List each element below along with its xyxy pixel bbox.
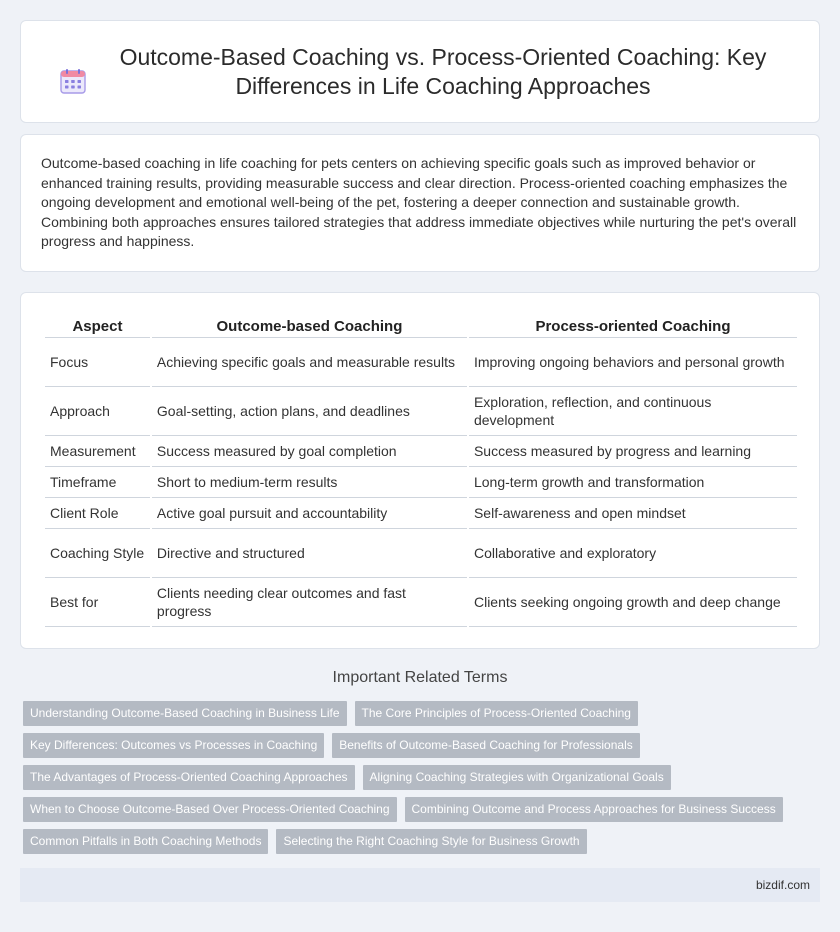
table-cell: Coaching Style bbox=[45, 529, 150, 578]
table-row bbox=[45, 387, 797, 436]
table-cell: Goal-setting, action plans, and deadlines bbox=[152, 387, 467, 436]
table-row bbox=[45, 578, 797, 627]
table-cell: Clients seeking ongoing growth and deep change bbox=[469, 578, 797, 627]
table-cell: Timeframe bbox=[45, 467, 150, 498]
table-cell: Best for bbox=[45, 578, 150, 627]
calendar-grid-icon bbox=[60, 68, 86, 94]
table-cell: Directive and structured bbox=[152, 529, 467, 578]
related-terms-title: Important Related Terms bbox=[332, 669, 508, 686]
intro-card bbox=[20, 134, 820, 272]
comparison-table bbox=[43, 311, 799, 627]
related-tag[interactable]: Benefits of Outcome-Based Coaching for Professionals bbox=[332, 733, 639, 758]
table-cell: Exploration, reflection, and continuous development bbox=[469, 387, 797, 436]
table-cell: Clients needing clear outcomes and fast progress bbox=[152, 578, 467, 627]
header-aspect: Aspect bbox=[45, 311, 150, 338]
related-tag[interactable]: Aligning Coaching Strategies with Organizational Goals bbox=[363, 765, 671, 790]
table-cell: Collaborative and exploratory bbox=[469, 529, 797, 578]
related-tags-row bbox=[23, 701, 646, 726]
related-tag[interactable]: When to Choose Outcome-Based Over Process-Oriented Coaching bbox=[23, 797, 397, 822]
related-tag[interactable]: Common Pitfalls in Both Coaching Methods bbox=[23, 829, 268, 854]
table-cell: Approach bbox=[45, 387, 150, 436]
table-cell: Success measured by goal completion bbox=[152, 436, 467, 467]
table-cell: Improving ongoing behaviors and personal growth bbox=[469, 338, 797, 387]
comparison-card bbox=[20, 292, 820, 649]
table-cell: Success measured by progress and learning bbox=[469, 436, 797, 467]
title-card bbox=[20, 20, 820, 123]
related-tags-row bbox=[23, 829, 595, 854]
related-tag[interactable]: The Advantages of Process-Oriented Coaching Approaches bbox=[23, 765, 355, 790]
related-tag[interactable]: Combining Outcome and Process Approaches for Business Success bbox=[405, 797, 783, 822]
table-cell: Achieving specific goals and measurable results bbox=[152, 338, 467, 387]
table-row bbox=[45, 436, 797, 467]
table-row bbox=[45, 467, 797, 498]
table-cell: Short to medium-term results bbox=[152, 467, 467, 498]
header-outcome: Outcome-based Coaching bbox=[152, 311, 467, 338]
related-tags-row bbox=[23, 797, 791, 822]
header-process: Process-oriented Coaching bbox=[469, 311, 797, 338]
related-tag[interactable]: Key Differences: Outcomes vs Processes in Coaching bbox=[23, 733, 324, 758]
intro-paragraph: Outcome-based coaching in life coaching for pets centers on achieving specific goals such as improved behavior or enhanced training results, providing measurable success and clear direction. Process-oriented coaching emphasizes the ongoing development and emotional well-being of the pet, fostering a deeper connection and sustainable growth. Combining both approaches ensures tailored strategies that address immediate objectives while nurturing the pet's overall progress and happiness. bbox=[41, 155, 797, 250]
related-tags-row bbox=[23, 765, 679, 790]
table-cell: Long-term growth and transformation bbox=[469, 467, 797, 498]
table-cell: Self-awareness and open mindset bbox=[469, 498, 797, 529]
table-row bbox=[45, 498, 797, 529]
footer-site[interactable]: bizdif.com bbox=[755, 878, 810, 892]
table-cell: Active goal pursuit and accountability bbox=[152, 498, 467, 529]
related-tag[interactable]: The Core Principles of Process-Oriented Coaching bbox=[355, 701, 638, 726]
table-row bbox=[45, 529, 797, 578]
table-row bbox=[45, 338, 797, 387]
table-cell: Measurement bbox=[45, 436, 150, 467]
table-cell: Focus bbox=[45, 338, 150, 387]
related-tag[interactable]: Understanding Outcome-Based Coaching in Business Life bbox=[23, 701, 347, 726]
related-tag[interactable]: Selecting the Right Coaching Style for Business Growth bbox=[276, 829, 586, 854]
table-cell: Client Role bbox=[45, 498, 150, 529]
table-header-row bbox=[45, 311, 797, 338]
page-title: Outcome-Based Coaching vs. Process-Oriented Coaching: Key Differences in Life Coaching Approaches bbox=[119, 43, 767, 99]
footer bbox=[20, 868, 820, 902]
related-tags-row bbox=[23, 733, 648, 758]
